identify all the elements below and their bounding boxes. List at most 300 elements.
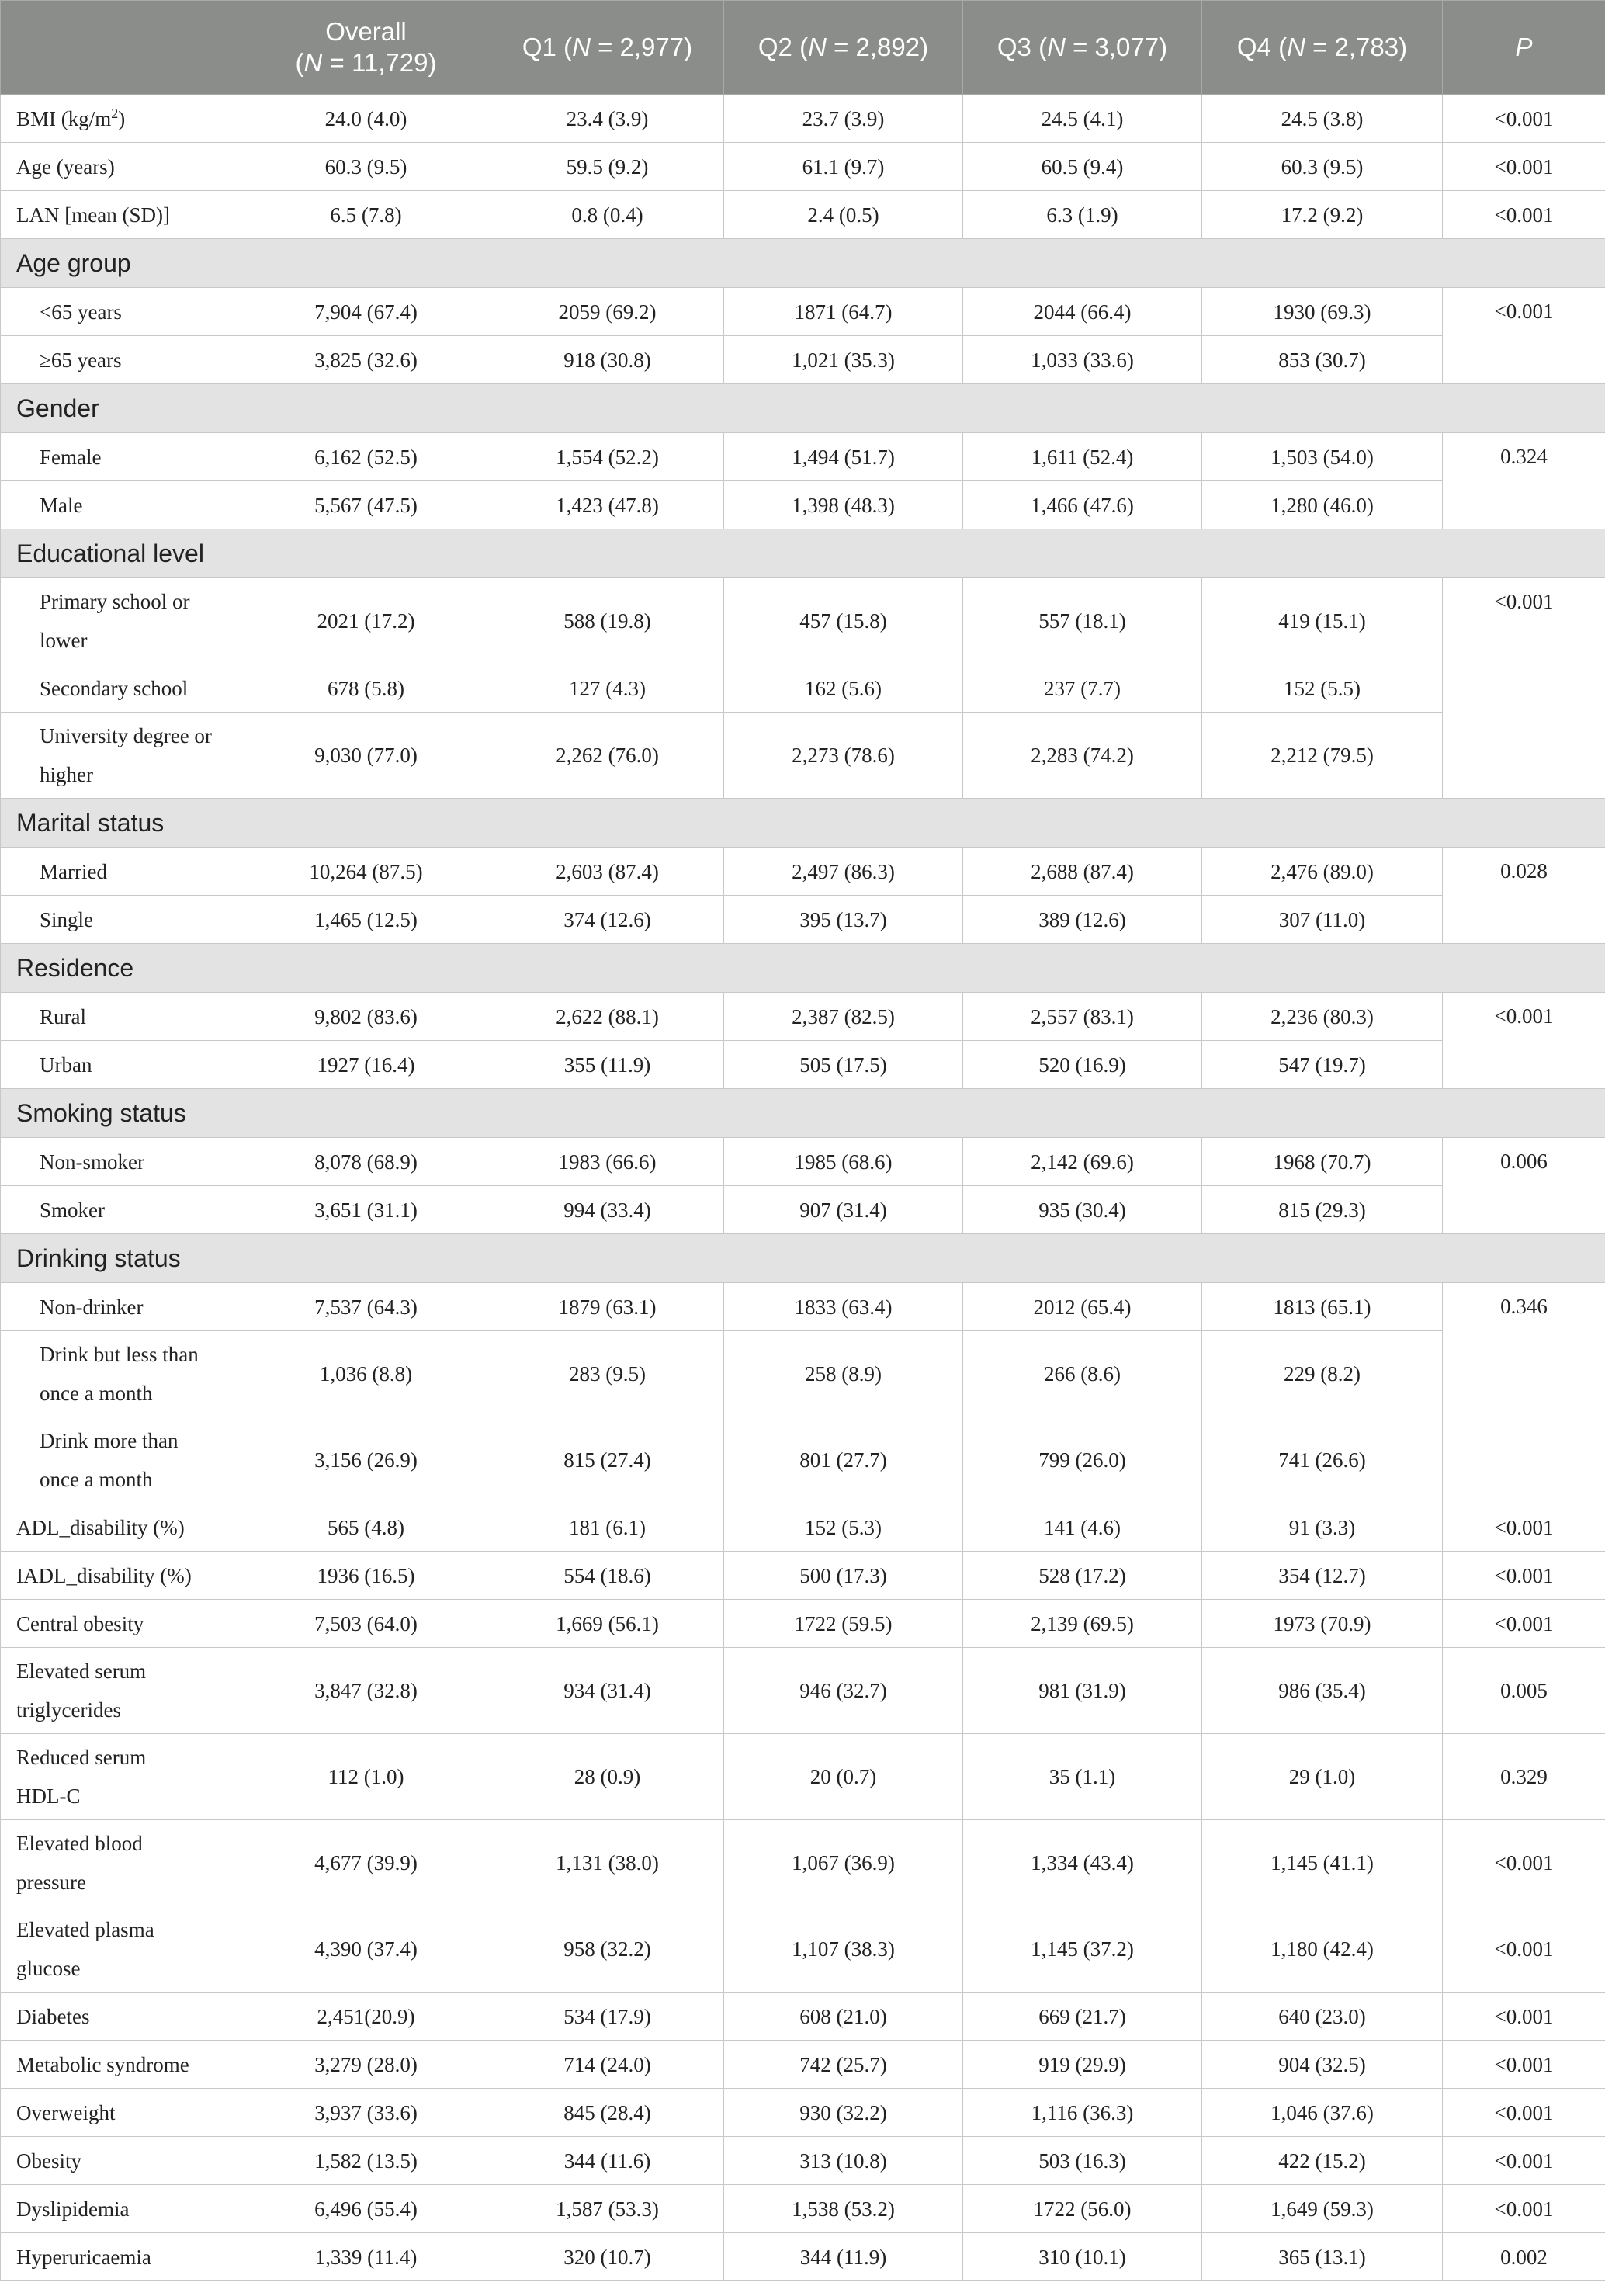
cell-q4: 1,280 (46.0) bbox=[1202, 481, 1443, 529]
group-header-smoking bbox=[1, 1089, 1605, 1138]
cell-q2: 2,497 (86.3) bbox=[724, 848, 963, 896]
table-body bbox=[1, 95, 1605, 2281]
cell-q2: 1,494 (51.7) bbox=[724, 433, 963, 481]
cell-p: <0.001 bbox=[1443, 1552, 1605, 1600]
header-q2 bbox=[724, 1, 963, 95]
cell-q2: 742 (25.7) bbox=[724, 2041, 963, 2089]
row-label: Single bbox=[1, 896, 241, 944]
cell-overall: 3,825 (32.6) bbox=[241, 336, 491, 384]
table-row bbox=[1, 713, 1605, 799]
cell-q4: 815 (29.3) bbox=[1202, 1186, 1443, 1234]
cell-q4: 24.5 (3.8) bbox=[1202, 95, 1443, 143]
table-row-outcome bbox=[1, 2185, 1605, 2233]
cell-q4: 904 (32.5) bbox=[1202, 2041, 1443, 2089]
header-q4-n-italic: N bbox=[1287, 33, 1305, 61]
row-label: Urban bbox=[1, 1041, 241, 1089]
cell-overall: 7,904 (67.4) bbox=[241, 288, 491, 336]
cell-q1: 283 (9.5) bbox=[491, 1331, 724, 1417]
cell-p: 0.006 bbox=[1443, 1138, 1605, 1234]
row-label-line2: triglycerides bbox=[16, 1698, 121, 1722]
cell-q1: 181 (6.1) bbox=[491, 1503, 724, 1552]
row-label bbox=[1, 1734, 241, 1820]
table-row-age bbox=[1, 143, 1605, 191]
cell-q4: 640 (23.0) bbox=[1202, 1993, 1443, 2041]
table-row bbox=[1, 664, 1605, 713]
cell-p: <0.001 bbox=[1443, 288, 1605, 384]
header-q3-n-italic: N bbox=[1047, 33, 1066, 61]
table-row-outcome bbox=[1, 1600, 1605, 1648]
row-label-line2: HDL-C bbox=[16, 1784, 81, 1808]
row-label-line2: pressure bbox=[16, 1871, 86, 1894]
cell-p: <0.001 bbox=[1443, 1993, 1605, 2041]
cell-q1: 1,554 (52.2) bbox=[491, 433, 724, 481]
cell-p: 0.002 bbox=[1443, 2233, 1605, 2281]
row-label-line1: Drink more than bbox=[40, 1429, 179, 1452]
cell-q4: 29 (1.0) bbox=[1202, 1734, 1443, 1820]
row-label: Married bbox=[1, 848, 241, 896]
table-row bbox=[1, 481, 1605, 529]
cell-q3: 1,116 (36.3) bbox=[963, 2089, 1202, 2137]
header-q3-label: Q3 ( bbox=[997, 33, 1048, 61]
cell-q3: 1,145 (37.2) bbox=[963, 1906, 1202, 1993]
cell-q1: 2059 (69.2) bbox=[491, 288, 724, 336]
row-label: Non-smoker bbox=[1, 1138, 241, 1186]
table-row-outcome bbox=[1, 2041, 1605, 2089]
row-label: Overweight bbox=[1, 2089, 241, 2137]
header-overall-title: Overall bbox=[325, 17, 407, 46]
cell-p: <0.001 bbox=[1443, 2089, 1605, 2137]
table-header bbox=[1, 1, 1605, 95]
table-row-outcome bbox=[1, 1820, 1605, 1906]
cell-overall: 3,156 (26.9) bbox=[241, 1417, 491, 1503]
table-row-outcome bbox=[1, 1552, 1605, 1600]
cell-overall: 6,496 (55.4) bbox=[241, 2185, 491, 2233]
cell-q4: 2,476 (89.0) bbox=[1202, 848, 1443, 896]
table-row bbox=[1, 433, 1605, 481]
row-label: ADL_disability (%) bbox=[1, 1503, 241, 1552]
row-label: Metabolic syndrome bbox=[1, 2041, 241, 2089]
header-overall-n-prefix: ( bbox=[295, 48, 304, 77]
cell-q2: 2,273 (78.6) bbox=[724, 713, 963, 799]
cell-overall: 1927 (16.4) bbox=[241, 1041, 491, 1089]
cell-q2: 61.1 (9.7) bbox=[724, 143, 963, 191]
row-label bbox=[1, 1417, 241, 1503]
cell-q2: 162 (5.6) bbox=[724, 664, 963, 713]
cell-q4: 1,046 (37.6) bbox=[1202, 2089, 1443, 2137]
group-header-residence bbox=[1, 944, 1605, 993]
cell-p: 0.324 bbox=[1443, 433, 1605, 529]
cell-q3: 2,139 (69.5) bbox=[963, 1600, 1202, 1648]
cell-q4: 17.2 (9.2) bbox=[1202, 191, 1443, 239]
cell-p: <0.001 bbox=[1443, 1503, 1605, 1552]
group-header-gender bbox=[1, 384, 1605, 433]
cell-q3: 35 (1.1) bbox=[963, 1734, 1202, 1820]
cell-q3: 389 (12.6) bbox=[963, 896, 1202, 944]
cell-q4: 91 (3.3) bbox=[1202, 1503, 1443, 1552]
cell-q3: 141 (4.6) bbox=[963, 1503, 1202, 1552]
cell-overall: 4,677 (39.9) bbox=[241, 1820, 491, 1906]
cell-q3: 1,033 (33.6) bbox=[963, 336, 1202, 384]
row-label bbox=[1, 1820, 241, 1906]
cell-q2: 1985 (68.6) bbox=[724, 1138, 963, 1186]
cell-q1: 344 (11.6) bbox=[491, 2137, 724, 2185]
row-label bbox=[1, 1648, 241, 1734]
cell-q3: 520 (16.9) bbox=[963, 1041, 1202, 1089]
table-row bbox=[1, 1283, 1605, 1331]
cell-q4: 1,145 (41.1) bbox=[1202, 1820, 1443, 1906]
cell-q1: 2,262 (76.0) bbox=[491, 713, 724, 799]
cell-q2: 1,538 (53.2) bbox=[724, 2185, 963, 2233]
cell-p: <0.001 bbox=[1443, 191, 1605, 239]
cell-q2: 457 (15.8) bbox=[724, 578, 963, 664]
cell-q4: 1968 (70.7) bbox=[1202, 1138, 1443, 1186]
cell-q2: 1,067 (36.9) bbox=[724, 1820, 963, 1906]
cell-overall: 10,264 (87.5) bbox=[241, 848, 491, 896]
cell-overall: 3,937 (33.6) bbox=[241, 2089, 491, 2137]
cell-q1: 534 (17.9) bbox=[491, 1993, 724, 2041]
cell-overall: 6.5 (7.8) bbox=[241, 191, 491, 239]
header-q1-label: Q1 ( bbox=[522, 33, 573, 61]
cell-p: <0.001 bbox=[1443, 1600, 1605, 1648]
cell-q2: 23.7 (3.9) bbox=[724, 95, 963, 143]
cell-q3: 981 (31.9) bbox=[963, 1648, 1202, 1734]
row-label-line1: Primary school or bbox=[40, 590, 190, 613]
cell-p: <0.001 bbox=[1443, 2137, 1605, 2185]
table-row-outcome bbox=[1, 1648, 1605, 1734]
group-header-drinking bbox=[1, 1234, 1605, 1283]
cell-q4: 60.3 (9.5) bbox=[1202, 143, 1443, 191]
row-label-line2: glucose bbox=[16, 1957, 81, 1980]
cell-q2: 930 (32.2) bbox=[724, 2089, 963, 2137]
cell-q4: 354 (12.7) bbox=[1202, 1552, 1443, 1600]
row-label bbox=[1, 1906, 241, 1993]
row-label: ≥65 years bbox=[1, 336, 241, 384]
cell-q1: 320 (10.7) bbox=[491, 2233, 724, 2281]
header-q1 bbox=[491, 1, 724, 95]
cell-q3: 1,611 (52.4) bbox=[963, 433, 1202, 481]
cell-q4: 547 (19.7) bbox=[1202, 1041, 1443, 1089]
cell-overall: 7,503 (64.0) bbox=[241, 1600, 491, 1648]
cell-q3: 1,334 (43.4) bbox=[963, 1820, 1202, 1906]
row-label: Obesity bbox=[1, 2137, 241, 2185]
cell-q1: 0.8 (0.4) bbox=[491, 191, 724, 239]
cell-q4: 1813 (65.1) bbox=[1202, 1283, 1443, 1331]
header-q1-n-italic: N bbox=[572, 33, 591, 61]
row-label: Smoker bbox=[1, 1186, 241, 1234]
header-q4-label: Q4 ( bbox=[1236, 33, 1288, 61]
group-title: Drinking status bbox=[1, 1234, 1605, 1283]
row-label-line2: once a month bbox=[40, 1468, 153, 1491]
cell-q2: 1,021 (35.3) bbox=[724, 336, 963, 384]
cell-q1: 815 (27.4) bbox=[491, 1417, 724, 1503]
row-label: Diabetes bbox=[1, 1993, 241, 2041]
cell-q1: 2,622 (88.1) bbox=[491, 993, 724, 1041]
cell-q4: 152 (5.5) bbox=[1202, 664, 1443, 713]
cell-p: <0.001 bbox=[1443, 1906, 1605, 1993]
cell-q3: 935 (30.4) bbox=[963, 1186, 1202, 1234]
cell-overall: 7,537 (64.3) bbox=[241, 1283, 491, 1331]
cell-q1: 59.5 (9.2) bbox=[491, 143, 724, 191]
cell-q1: 1,423 (47.8) bbox=[491, 481, 724, 529]
row-label bbox=[1, 95, 241, 143]
bmi-label-text: BMI (kg/m bbox=[16, 106, 112, 130]
cell-q3: 2044 (66.4) bbox=[963, 288, 1202, 336]
table-row-outcome bbox=[1, 2089, 1605, 2137]
row-label: Non-drinker bbox=[1, 1283, 241, 1331]
cell-q4: 1973 (70.9) bbox=[1202, 1600, 1443, 1648]
cell-q3: 2012 (65.4) bbox=[963, 1283, 1202, 1331]
cell-q1: 588 (19.8) bbox=[491, 578, 724, 664]
cell-overall: 3,651 (31.1) bbox=[241, 1186, 491, 1234]
cell-q4: 1930 (69.3) bbox=[1202, 288, 1443, 336]
cell-q3: 266 (8.6) bbox=[963, 1331, 1202, 1417]
cell-q3: 6.3 (1.9) bbox=[963, 191, 1202, 239]
row-label-line2: once a month bbox=[40, 1382, 153, 1405]
cell-q1: 845 (28.4) bbox=[491, 2089, 724, 2137]
cell-overall: 1936 (16.5) bbox=[241, 1552, 491, 1600]
header-overall-n-italic: N bbox=[303, 48, 323, 77]
table-row-outcome bbox=[1, 2137, 1605, 2185]
group-title: Educational level bbox=[1, 529, 1605, 578]
cell-q1: 554 (18.6) bbox=[491, 1552, 724, 1600]
cell-q3: 1,466 (47.6) bbox=[963, 481, 1202, 529]
row-label-line1: University degree or bbox=[40, 724, 212, 747]
cell-q4: 1,180 (42.4) bbox=[1202, 1906, 1443, 1993]
row-label-line2: higher bbox=[40, 763, 93, 786]
cell-q2: 608 (21.0) bbox=[724, 1993, 963, 2041]
header-p-value bbox=[1443, 1, 1605, 95]
cell-q4: 419 (15.1) bbox=[1202, 578, 1443, 664]
cell-q1: 23.4 (3.9) bbox=[491, 95, 724, 143]
cell-overall: 9,802 (83.6) bbox=[241, 993, 491, 1041]
cell-overall: 565 (4.8) bbox=[241, 1503, 491, 1552]
row-label: Hyperuricaemia bbox=[1, 2233, 241, 2281]
group-header-age bbox=[1, 239, 1605, 288]
cell-q1: 2,603 (87.4) bbox=[491, 848, 724, 896]
cell-q4: 1,649 (59.3) bbox=[1202, 2185, 1443, 2233]
cell-q1: 958 (32.2) bbox=[491, 1906, 724, 1993]
cell-overall: 60.3 (9.5) bbox=[241, 143, 491, 191]
cell-q2: 2,387 (82.5) bbox=[724, 993, 963, 1041]
cell-overall: 1,582 (13.5) bbox=[241, 2137, 491, 2185]
table-row bbox=[1, 288, 1605, 336]
row-label-line1: Elevated serum bbox=[16, 1660, 147, 1683]
cell-overall: 5,567 (47.5) bbox=[241, 481, 491, 529]
cell-q3: 60.5 (9.4) bbox=[963, 143, 1202, 191]
row-label bbox=[1, 713, 241, 799]
cell-q1: 28 (0.9) bbox=[491, 1734, 724, 1820]
row-label: Age (years) bbox=[1, 143, 241, 191]
cell-q1: 918 (30.8) bbox=[491, 336, 724, 384]
cell-q3: 2,142 (69.6) bbox=[963, 1138, 1202, 1186]
row-label-line1: Elevated plasma bbox=[16, 1918, 154, 1941]
table-row-lan bbox=[1, 191, 1605, 239]
cell-q3: 2,688 (87.4) bbox=[963, 848, 1202, 896]
cell-q4: 2,236 (80.3) bbox=[1202, 993, 1443, 1041]
cell-overall: 1,339 (11.4) bbox=[241, 2233, 491, 2281]
header-q1-n-value: = 2,977) bbox=[590, 33, 693, 61]
cell-overall: 3,279 (28.0) bbox=[241, 2041, 491, 2089]
cell-q3: 503 (16.3) bbox=[963, 2137, 1202, 2185]
cell-q2: 258 (8.9) bbox=[724, 1331, 963, 1417]
cell-q4: 1,503 (54.0) bbox=[1202, 433, 1443, 481]
table-row bbox=[1, 848, 1605, 896]
group-title: Marital status bbox=[1, 799, 1605, 848]
row-label: Male bbox=[1, 481, 241, 529]
table-row-outcome bbox=[1, 1734, 1605, 1820]
row-label: LAN [mean (SD)] bbox=[1, 191, 241, 239]
row-label-line1: Reduced serum bbox=[16, 1746, 147, 1769]
table-row bbox=[1, 896, 1605, 944]
cell-q4: 229 (8.2) bbox=[1202, 1331, 1443, 1417]
header-overall-n-value: = 11,729) bbox=[322, 48, 437, 77]
cell-q2: 1,398 (48.3) bbox=[724, 481, 963, 529]
cell-q1: 714 (24.0) bbox=[491, 2041, 724, 2089]
cell-q1: 1,131 (38.0) bbox=[491, 1820, 724, 1906]
cell-p: 0.028 bbox=[1443, 848, 1605, 944]
row-label bbox=[1, 1331, 241, 1417]
cell-q2: 1,107 (38.3) bbox=[724, 1906, 963, 1993]
cell-q1: 374 (12.6) bbox=[491, 896, 724, 944]
cell-q2: 20 (0.7) bbox=[724, 1734, 963, 1820]
cell-p: <0.001 bbox=[1443, 143, 1605, 191]
table-row bbox=[1, 1186, 1605, 1234]
cell-p: <0.001 bbox=[1443, 993, 1605, 1089]
cell-q2: 907 (31.4) bbox=[724, 1186, 963, 1234]
table-row-outcome bbox=[1, 1503, 1605, 1552]
cell-overall: 8,078 (68.9) bbox=[241, 1138, 491, 1186]
cell-q3: 557 (18.1) bbox=[963, 578, 1202, 664]
cell-q4: 741 (26.6) bbox=[1202, 1417, 1443, 1503]
cell-q2: 395 (13.7) bbox=[724, 896, 963, 944]
cell-q1: 127 (4.3) bbox=[491, 664, 724, 713]
cell-overall: 9,030 (77.0) bbox=[241, 713, 491, 799]
table-row bbox=[1, 1138, 1605, 1186]
cell-overall: 678 (5.8) bbox=[241, 664, 491, 713]
cell-q2: 1722 (59.5) bbox=[724, 1600, 963, 1648]
cell-overall: 6,162 (52.5) bbox=[241, 433, 491, 481]
cell-p: <0.001 bbox=[1443, 2185, 1605, 2233]
table-row bbox=[1, 336, 1605, 384]
cell-q2: 152 (5.3) bbox=[724, 1503, 963, 1552]
cell-q4: 307 (11.0) bbox=[1202, 896, 1443, 944]
cell-q3: 24.5 (4.1) bbox=[963, 95, 1202, 143]
table-row-outcome bbox=[1, 1993, 1605, 2041]
header-q3 bbox=[963, 1, 1202, 95]
group-header-marital bbox=[1, 799, 1605, 848]
cell-overall: 3,847 (32.8) bbox=[241, 1648, 491, 1734]
cell-q3: 1722 (56.0) bbox=[963, 2185, 1202, 2233]
header-q2-n-value: = 2,892) bbox=[826, 33, 929, 61]
cell-overall: 4,390 (37.4) bbox=[241, 1906, 491, 1993]
cell-overall: 2,451(20.9) bbox=[241, 1993, 491, 2041]
group-header-education bbox=[1, 529, 1605, 578]
cell-q2: 946 (32.7) bbox=[724, 1648, 963, 1734]
cell-q1: 1879 (63.1) bbox=[491, 1283, 724, 1331]
row-label: Secondary school bbox=[1, 664, 241, 713]
cell-q3: 237 (7.7) bbox=[963, 664, 1202, 713]
header-blank bbox=[1, 1, 241, 95]
row-label-line1: Drink but less than bbox=[40, 1343, 199, 1366]
row-label: Female bbox=[1, 433, 241, 481]
table-row-outcome bbox=[1, 2233, 1605, 2281]
cell-q1: 355 (11.9) bbox=[491, 1041, 724, 1089]
cell-q4: 986 (35.4) bbox=[1202, 1648, 1443, 1734]
table-row bbox=[1, 578, 1605, 664]
row-label-line2: lower bbox=[40, 629, 88, 652]
cell-q3: 528 (17.2) bbox=[963, 1552, 1202, 1600]
cell-q4: 2,212 (79.5) bbox=[1202, 713, 1443, 799]
cell-q2: 801 (27.7) bbox=[724, 1417, 963, 1503]
group-title: Gender bbox=[1, 384, 1605, 433]
cell-overall: 24.0 (4.0) bbox=[241, 95, 491, 143]
cell-p: <0.001 bbox=[1443, 95, 1605, 143]
header-q3-n-value: = 3,077) bbox=[1065, 33, 1168, 61]
row-label bbox=[1, 578, 241, 664]
cell-q2: 500 (17.3) bbox=[724, 1552, 963, 1600]
row-label: <65 years bbox=[1, 288, 241, 336]
group-title: Age group bbox=[1, 239, 1605, 288]
table-row bbox=[1, 1417, 1605, 1503]
cell-p: <0.001 bbox=[1443, 578, 1605, 799]
cell-q4: 853 (30.7) bbox=[1202, 336, 1443, 384]
cell-q2: 1833 (63.4) bbox=[724, 1283, 963, 1331]
cell-q3: 669 (21.7) bbox=[963, 1993, 1202, 2041]
cell-p: 0.005 bbox=[1443, 1648, 1605, 1734]
cell-q2: 313 (10.8) bbox=[724, 2137, 963, 2185]
cell-q4: 365 (13.1) bbox=[1202, 2233, 1443, 2281]
cell-p: 0.346 bbox=[1443, 1283, 1605, 1503]
bmi-label-sup: 2 bbox=[111, 105, 119, 121]
header-q2-n-italic: N bbox=[808, 33, 827, 61]
cell-p: <0.001 bbox=[1443, 2041, 1605, 2089]
cell-q4: 422 (15.2) bbox=[1202, 2137, 1443, 2185]
cell-q3: 2,283 (74.2) bbox=[963, 713, 1202, 799]
header-q2-label: Q2 ( bbox=[757, 33, 809, 61]
row-label-line1: Elevated blood bbox=[16, 1832, 143, 1855]
cell-q1: 1,587 (53.3) bbox=[491, 2185, 724, 2233]
cell-q1: 1,669 (56.1) bbox=[491, 1600, 724, 1648]
header-overall-n bbox=[249, 47, 483, 78]
cell-q3: 2,557 (83.1) bbox=[963, 993, 1202, 1041]
cell-q3: 310 (10.1) bbox=[963, 2233, 1202, 2281]
cell-q2: 2.4 (0.5) bbox=[724, 191, 963, 239]
table-row bbox=[1, 1041, 1605, 1089]
table-row-bmi bbox=[1, 95, 1605, 143]
group-title: Residence bbox=[1, 944, 1605, 993]
bmi-label-end: ) bbox=[118, 106, 126, 130]
cell-q2: 1871 (64.7) bbox=[724, 288, 963, 336]
header-p-italic: P bbox=[1515, 33, 1533, 61]
group-title: Smoking status bbox=[1, 1089, 1605, 1138]
cell-p: 0.329 bbox=[1443, 1734, 1605, 1820]
cell-p: <0.001 bbox=[1443, 1820, 1605, 1906]
cell-overall: 1,036 (8.8) bbox=[241, 1331, 491, 1417]
cell-overall: 2021 (17.2) bbox=[241, 578, 491, 664]
header-q4 bbox=[1202, 1, 1443, 95]
cell-q2: 505 (17.5) bbox=[724, 1041, 963, 1089]
cell-q2: 344 (11.9) bbox=[724, 2233, 963, 2281]
cell-q1: 1983 (66.6) bbox=[491, 1138, 724, 1186]
cell-q1: 994 (33.4) bbox=[491, 1186, 724, 1234]
header-q4-n-value: = 2,783) bbox=[1305, 33, 1408, 61]
cell-q1: 934 (31.4) bbox=[491, 1648, 724, 1734]
table-row bbox=[1, 1331, 1605, 1417]
cell-overall: 112 (1.0) bbox=[241, 1734, 491, 1820]
header-overall bbox=[241, 1, 491, 95]
row-label: Dyslipidemia bbox=[1, 2185, 241, 2233]
row-label: IADL_disability (%) bbox=[1, 1552, 241, 1600]
